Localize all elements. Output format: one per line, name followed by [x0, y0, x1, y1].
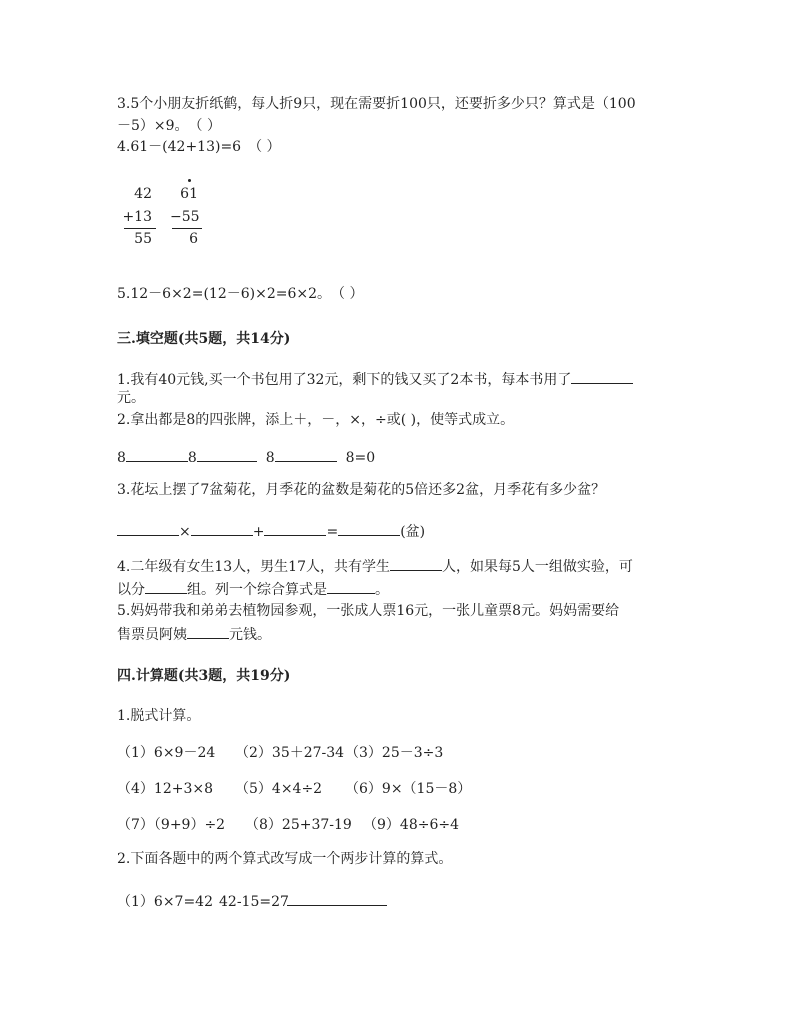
fill2-num2: 8: [187, 450, 197, 466]
fill4-blank1[interactable]: [390, 556, 442, 571]
calc2-item-b: 42-15=27: [219, 894, 289, 910]
calc2-answer-blank[interactable]: [287, 891, 387, 906]
fill5-line1: 5.妈妈带我和弟弟去植物园参观，一张成人票16元，一张儿童票8元。妈妈需要给: [117, 603, 620, 619]
calc-item-5: （5）4×4÷2: [235, 781, 323, 797]
fill2-num3: 8: [265, 450, 275, 466]
fill4-blank2[interactable]: [145, 579, 187, 594]
calc1-title: 1.脱式计算。: [117, 708, 201, 724]
vertical-a-top: 42: [134, 186, 152, 202]
calc2-item-a: （1）6×7=42: [117, 894, 213, 910]
calc-item-4: （4）12+3×8: [117, 781, 213, 797]
q4-text: 4.61－(42+13)=6 （ ）: [117, 139, 281, 155]
q3-line2: －5）×9。 （ ）: [117, 118, 221, 134]
calc-item-7: （7）（9+9）÷2: [117, 817, 226, 833]
fill4-text-d: 组。列一个综合算式是: [187, 582, 327, 598]
vertical-b-result: 6: [189, 231, 198, 247]
fill4-line1: [117, 556, 633, 576]
fill3-blank1[interactable]: [117, 521, 179, 536]
fill3-equals: =: [326, 524, 339, 540]
calc-item-3: （3）25－3÷3: [345, 745, 444, 761]
calc1-row1: [117, 744, 443, 762]
calc1-row3: [117, 816, 459, 834]
fill3-blank3[interactable]: [264, 521, 326, 536]
fill3-text: 3.花坛上摆了7盆菊花，月季花的盆数是菊花的5倍还多2盆，月季花有多少盆？: [117, 482, 606, 498]
calc-item-9: （9）48÷6÷4: [363, 817, 459, 833]
fill2-blank3[interactable]: [275, 447, 337, 462]
vertical-a-result: 55: [134, 231, 152, 247]
calc2-row1: [117, 891, 387, 911]
borrow-dot: [188, 179, 191, 182]
fill3-blank4[interactable]: [338, 521, 400, 536]
fill2-num1: 8: [117, 450, 126, 466]
q3-line1: 3.5个小朋友折纸鹤，每人折9只，现在需要折100只，还要折多少只？算式是（100: [117, 96, 636, 112]
fill4-text-c: 以分: [117, 582, 145, 598]
section4-title: 四.计算题(共3题，共19分): [117, 668, 291, 684]
fill5-line2: [117, 624, 271, 644]
fill3-blank2[interactable]: [191, 521, 253, 536]
fill5-text-a: 售票员阿姨: [117, 627, 187, 643]
q5-text: 5.12－6×2=(12－6)×2=6×2。 （ ）: [117, 286, 364, 302]
calc1-row2: [117, 780, 471, 798]
vertical-b-op: −55: [170, 209, 200, 225]
calc-item-8: （8）25+37-19: [245, 817, 352, 833]
fill1-line1: [117, 369, 633, 389]
fill2-num4: 8=0: [345, 450, 376, 466]
fill4-text-e: 。: [375, 582, 389, 598]
fill4-text-a: 4.二年级有女生13人，男生17人，共有学生: [117, 559, 390, 575]
vertical-b-rule: [172, 228, 202, 229]
fill5-text-b: 元钱。: [229, 627, 271, 643]
vertical-a-rule: [124, 228, 156, 229]
fill2-equation: [117, 447, 375, 467]
fill1-line2: 元。: [117, 390, 145, 406]
fill3-plus: +: [252, 524, 265, 540]
fill4-line2: [117, 579, 389, 599]
calc-item-1: （1）6×9－24: [117, 745, 216, 761]
fill1-blank[interactable]: [571, 369, 633, 384]
fill3-equation: [117, 521, 425, 541]
fill2-blank2[interactable]: [197, 447, 257, 462]
calc2-title: 2.下面各题中的两个算式改写成一个两步计算的算式。: [117, 851, 453, 867]
fill1-text: 1.我有40元钱,买一个书包用了32元，剩下的钱又买了2本书，每本书用了: [117, 372, 572, 388]
vertical-b-top: 61: [180, 186, 198, 202]
fill4-blank3[interactable]: [327, 579, 375, 594]
fill2-blank1[interactable]: [126, 447, 188, 462]
section3-title: 三.填空题(共5题，共14分): [117, 331, 291, 347]
fill2-text: 2.拿出都是8的四张牌，添上＋，－，×，÷或( )，使等式成立。: [117, 412, 515, 428]
fill3-unit: (盆): [400, 524, 426, 540]
fill5-blank[interactable]: [187, 624, 229, 639]
fill3-times: ×: [179, 524, 191, 540]
calc-item-6: （6）9×（15－8）: [345, 781, 472, 797]
calc-item-2: （2）35＋27-34: [235, 745, 345, 761]
fill4-text-b: 人，如果每5人一组做实验，可: [442, 559, 633, 575]
vertical-a-op: +13: [122, 209, 152, 225]
